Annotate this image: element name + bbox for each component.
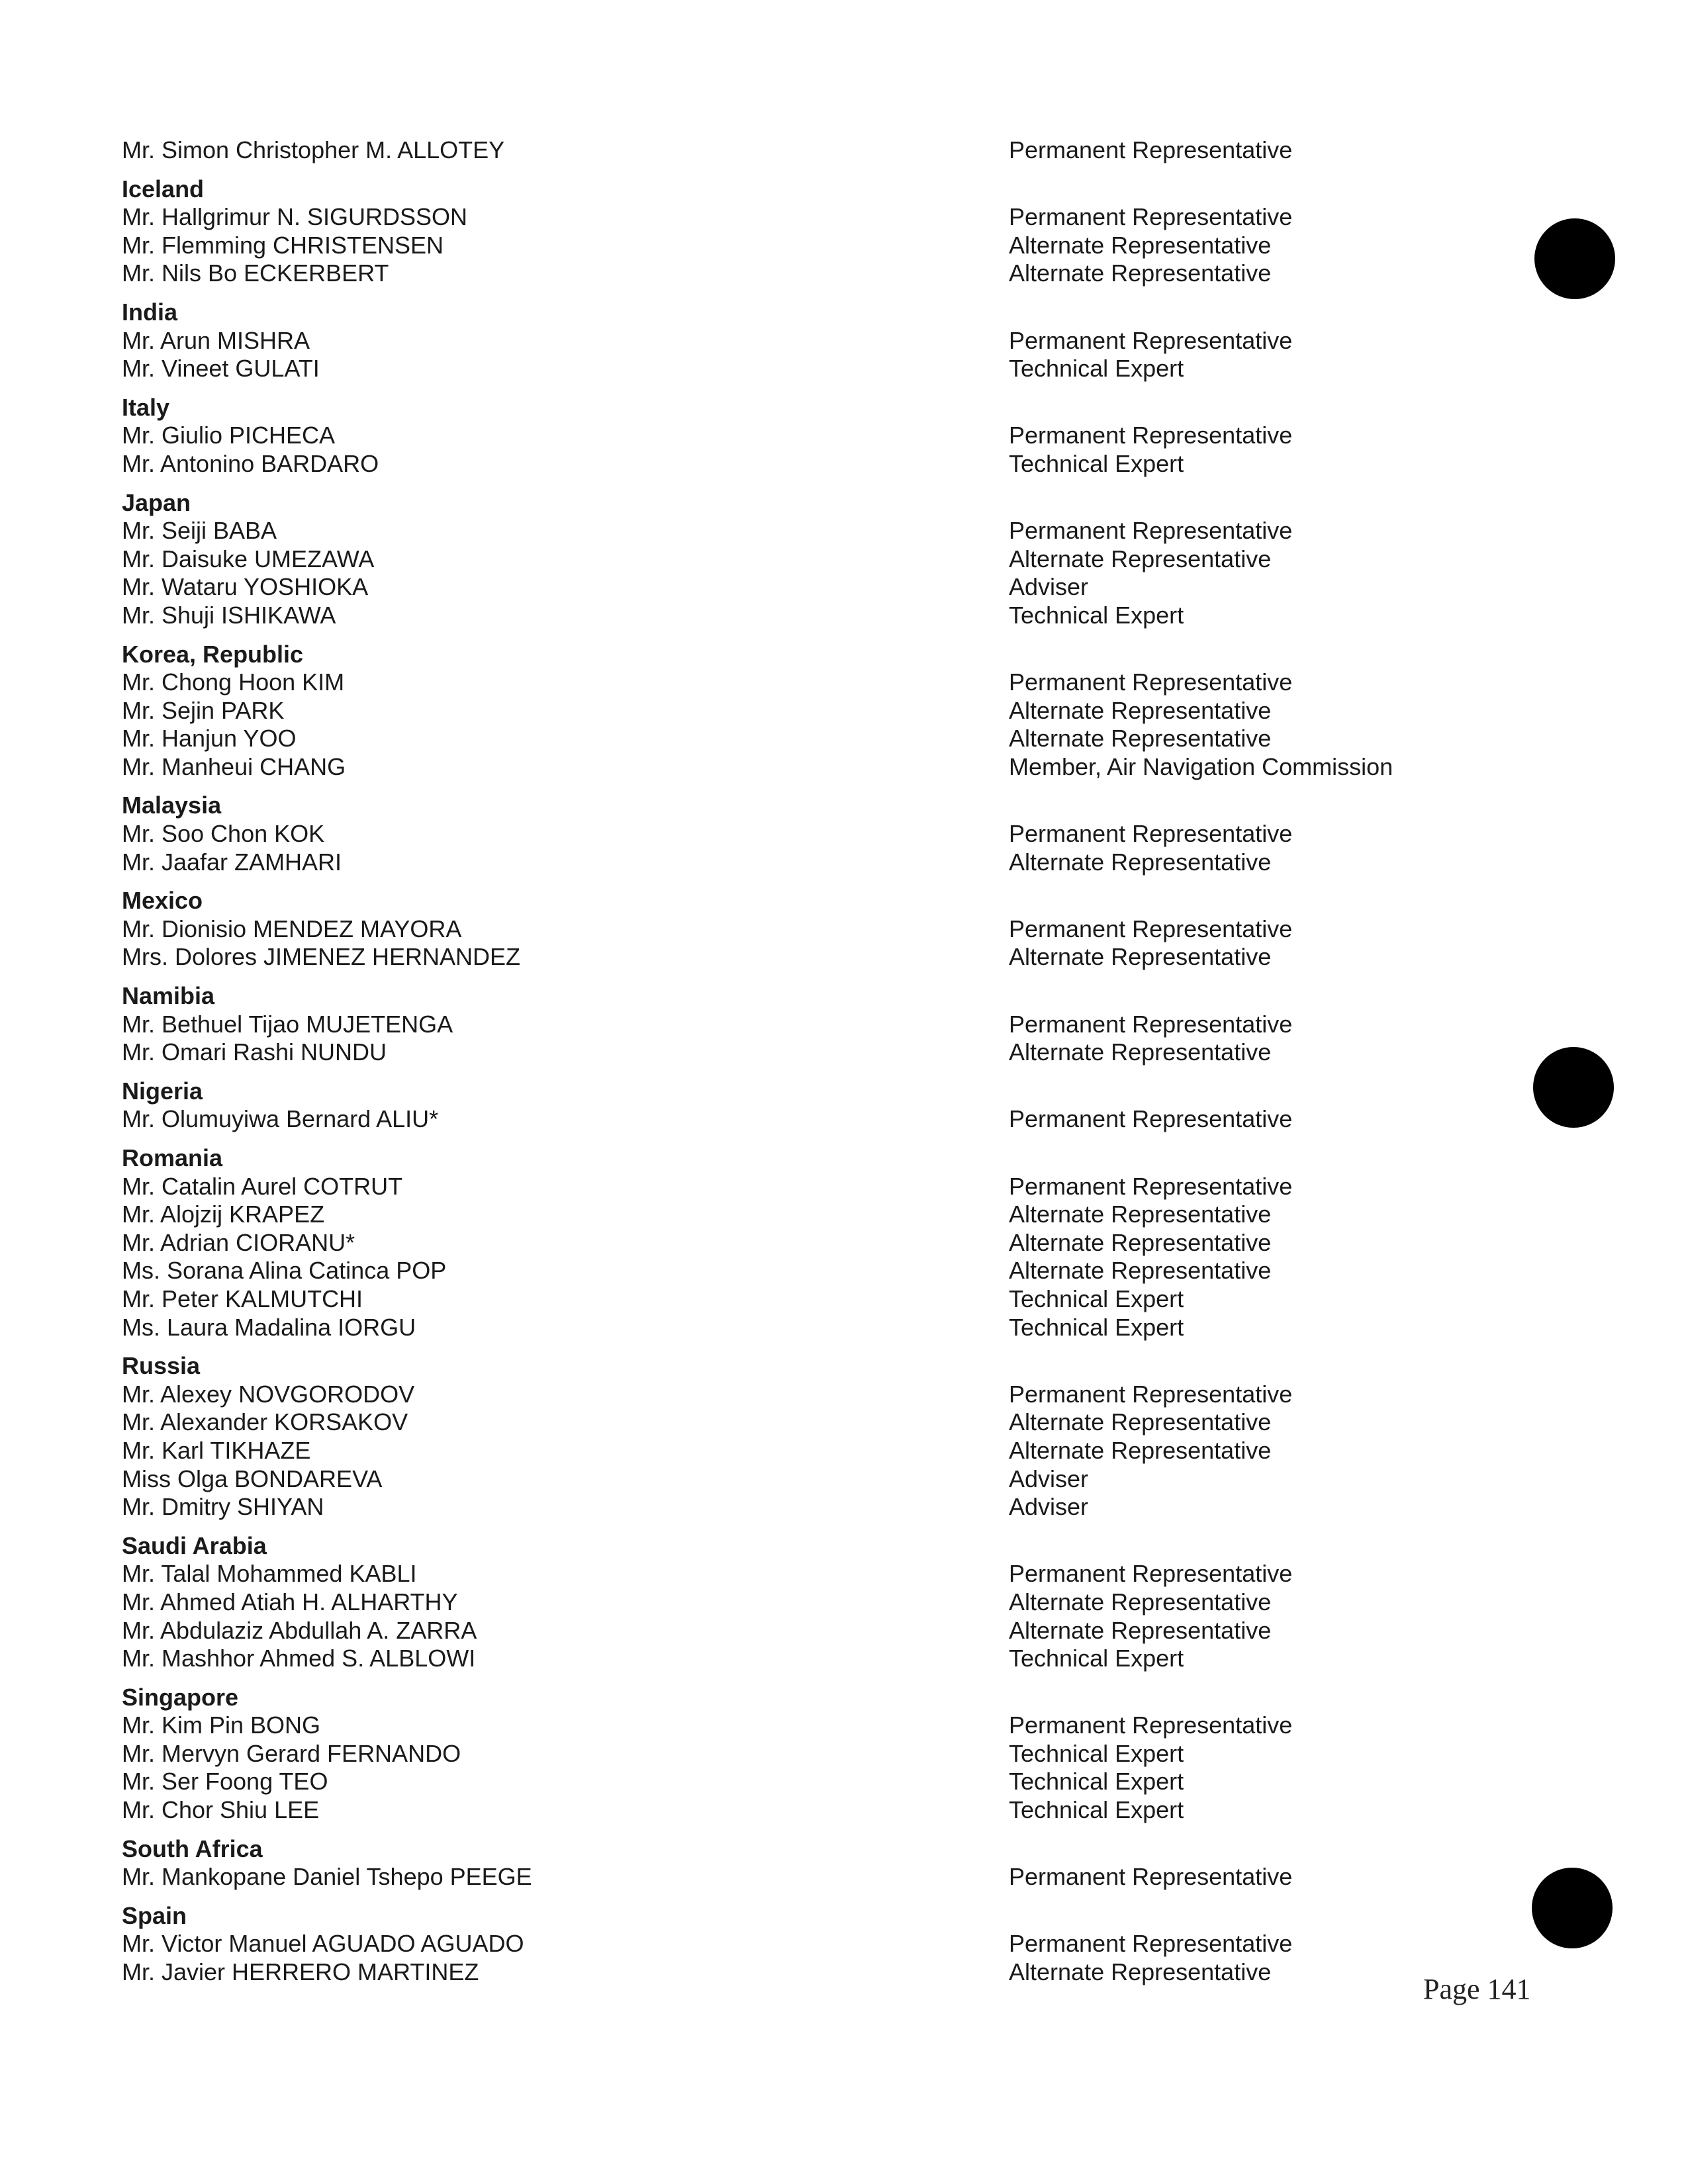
country-heading: Mexico	[122, 887, 203, 915]
member-row	[122, 259, 1459, 288]
member-row	[122, 943, 1459, 972]
member-role: Technical Expert	[1009, 1645, 1184, 1672]
member-role: Permanent Representative	[1009, 1172, 1293, 1200]
member-role: Technical Expert	[1009, 1768, 1184, 1796]
member-name: Mr. Antonino BARDARO	[122, 449, 379, 477]
member-name: Mr. Bethuel Tijao MUJETENGA	[122, 1010, 453, 1038]
member-name: Mr. Dmitry SHIYAN	[122, 1493, 324, 1521]
member-row	[122, 1588, 1459, 1617]
country-group	[122, 1077, 1459, 1134]
member-row	[122, 820, 1459, 848]
country-heading: Namibia	[122, 982, 215, 1010]
member-name: Miss Olga BONDAREVA	[122, 1465, 383, 1492]
page-number: Page 141	[1423, 1973, 1531, 2005]
member-row	[122, 915, 1459, 944]
member-row	[122, 1408, 1459, 1437]
country-heading: Japan	[122, 488, 191, 516]
country-heading: South Africa	[122, 1835, 263, 1862]
member-role: Permanent Representative	[1009, 915, 1293, 942]
country-heading: Romania	[122, 1144, 223, 1171]
member-role: Permanent Representative	[1009, 1010, 1293, 1038]
member-role: Permanent Representative	[1009, 136, 1293, 163]
member-name: Mr. Alojzij KRAPEZ	[122, 1201, 325, 1228]
member-row	[122, 203, 1459, 232]
member-name: Mr. Giulio PICHECA	[122, 422, 336, 449]
member-row	[122, 1863, 1459, 1891]
member-role: Permanent Representative	[1009, 668, 1293, 696]
country-heading: Italy	[122, 393, 170, 421]
member-role: Permanent Representative	[1009, 422, 1293, 449]
member-row	[122, 1437, 1459, 1465]
member-role: Alternate Representative	[1009, 1201, 1272, 1228]
punch-hole-bottom	[1532, 1868, 1613, 1948]
country-heading: Iceland	[122, 175, 205, 203]
member-role: Permanent Representative	[1009, 203, 1293, 231]
member-name: Mr. Seiji BABA	[122, 517, 277, 545]
member-row	[122, 1617, 1459, 1645]
member-row	[122, 573, 1459, 602]
member-role: Alternate Representative	[1009, 1588, 1272, 1615]
country-group	[122, 982, 1459, 1067]
member-role: Alternate Representative	[1009, 259, 1272, 287]
member-role: Permanent Representative	[1009, 517, 1293, 545]
member-role: Technical Expert	[1009, 1739, 1184, 1767]
member-role: Permanent Representative	[1009, 1560, 1293, 1588]
member-name: Mr. Abdulaziz Abdullah A. ZARRA	[122, 1616, 477, 1644]
country-group	[122, 887, 1459, 972]
country-group	[122, 298, 1459, 383]
member-role: Alternate Representative	[1009, 696, 1272, 724]
member-name: Mr. Jaafar ZAMHARI	[122, 848, 342, 876]
member-role: Permanent Representative	[1009, 326, 1293, 354]
member-name: Mr. Simon Christopher M. ALLOTEY	[122, 136, 505, 163]
member-name: Mr. Arun MISHRA	[122, 326, 310, 354]
member-name: Mr. Hallgrimur N. SIGURDSSON	[122, 203, 468, 231]
member-name: Mr. Ser Foong TEO	[122, 1768, 328, 1796]
member-row	[122, 1105, 1459, 1134]
member-name: Mr. Chong Hoon KIM	[122, 668, 345, 696]
member-name: Ms. Laura Madalina IORGU	[122, 1313, 416, 1341]
member-name: Mr. Wataru YOSHIOKA	[122, 573, 369, 601]
member-role: Technical Expert	[1009, 1285, 1184, 1312]
member-role: Adviser	[1009, 573, 1089, 601]
member-role: Alternate Representative	[1009, 1958, 1272, 1986]
country-group	[122, 1835, 1459, 1891]
member-row	[122, 1645, 1459, 1673]
member-row	[122, 1381, 1459, 1409]
member-row	[122, 1285, 1459, 1314]
member-name: Mr. Victor Manuel AGUADO AGUADO	[122, 1930, 524, 1958]
member-name: Mr. Flemming CHRISTENSEN	[122, 231, 444, 259]
country-group	[122, 175, 1459, 288]
member-row	[122, 1229, 1459, 1257]
member-role: Alternate Representative	[1009, 1616, 1272, 1644]
member-row	[122, 232, 1459, 260]
member-row	[122, 517, 1459, 545]
member-name: Mr. Dionisio MENDEZ MAYORA	[122, 915, 462, 942]
member-role: Permanent Representative	[1009, 1711, 1293, 1739]
member-role: Permanent Representative	[1009, 1863, 1293, 1891]
country-group	[122, 792, 1459, 876]
member-row	[122, 725, 1459, 753]
member-name: Mr. Shuji ISHIKAWA	[122, 601, 336, 629]
member-row	[122, 753, 1459, 782]
country-heading: India	[122, 298, 178, 326]
member-name: Mr. Soo Chon KOK	[122, 820, 325, 848]
country-group	[122, 1902, 1459, 1987]
member-role: Adviser	[1009, 1465, 1089, 1492]
member-name: Mr. Olumuyiwa Bernard ALIU*	[122, 1105, 439, 1133]
country-group	[122, 394, 1459, 478]
member-name: Mr. Sejin PARK	[122, 696, 285, 724]
member-row	[122, 1930, 1459, 1958]
member-row	[122, 1201, 1459, 1229]
member-role: Member, Air Navigation Commission	[1009, 752, 1393, 780]
member-name: Ms. Sorana Alina Catinca POP	[122, 1257, 447, 1285]
punch-hole-middle	[1533, 1047, 1614, 1128]
country-heading: Malaysia	[122, 792, 222, 819]
member-role: Permanent Representative	[1009, 1930, 1293, 1958]
member-role: Alternate Representative	[1009, 545, 1272, 572]
member-role: Alternate Representative	[1009, 1228, 1272, 1256]
member-name: Mr. Alexander KORSAKOV	[122, 1408, 408, 1436]
member-name: Mr. Chor Shiu LEE	[122, 1796, 320, 1824]
member-row	[122, 1711, 1459, 1740]
member-row	[122, 422, 1459, 450]
member-name: Mr. Ahmed Atiah H. ALHARTHY	[122, 1588, 458, 1615]
member-name: Mr. Daisuke UMEZAWA	[122, 545, 375, 572]
member-row	[122, 1465, 1459, 1494]
member-row	[122, 545, 1459, 574]
member-row	[122, 1257, 1459, 1285]
country-heading: Saudi Arabia	[122, 1531, 267, 1559]
member-row	[122, 1768, 1459, 1796]
member-name: Mr. Adrian CIORANU*	[122, 1228, 355, 1256]
member-name: Mr. Mashhor Ahmed S. ALBLOWI	[122, 1645, 476, 1672]
country-heading: Nigeria	[122, 1077, 203, 1105]
member-role: Alternate Representative	[1009, 1408, 1272, 1436]
country-group	[122, 1684, 1459, 1825]
member-role: Permanent Representative	[1009, 820, 1293, 848]
member-row	[122, 1038, 1459, 1067]
member-name: Mr. Manheui CHANG	[122, 752, 346, 780]
member-role: Permanent Representative	[1009, 1380, 1293, 1408]
member-row	[122, 697, 1459, 725]
member-row	[122, 450, 1459, 478]
member-row	[122, 1493, 1459, 1522]
member-role: Alternate Representative	[1009, 1436, 1272, 1464]
member-row	[122, 1314, 1459, 1342]
member-name: Mr. Karl TIKHAZE	[122, 1436, 311, 1464]
member-role: Alternate Representative	[1009, 725, 1272, 752]
country-heading: Russia	[122, 1352, 201, 1380]
member-name: Mr. Mankopane Daniel Tshepo PEEGE	[122, 1863, 532, 1891]
member-name: Mr. Javier HERRERO MARTINEZ	[122, 1958, 479, 1986]
member-row	[122, 602, 1459, 630]
country-heading: Korea, Republic	[122, 640, 304, 668]
member-name: Mr. Mervyn Gerard FERNANDO	[122, 1739, 461, 1767]
member-name: Mr. Nils Bo ECKERBERT	[122, 259, 389, 287]
country-heading: Spain	[122, 1901, 187, 1929]
member-role: Technical Expert	[1009, 1313, 1184, 1341]
delegation-list	[122, 136, 1459, 1997]
member-role: Alternate Representative	[1009, 943, 1272, 971]
country-group	[122, 1352, 1459, 1522]
country-group	[122, 641, 1459, 782]
punch-hole-top	[1534, 218, 1615, 299]
member-row	[122, 1740, 1459, 1768]
member-role: Permanent Representative	[1009, 1105, 1293, 1133]
member-name: Mr. Peter KALMUTCHI	[122, 1285, 363, 1312]
member-row	[122, 1958, 1459, 1987]
country-group	[122, 489, 1459, 630]
member-name: Mr. Catalin Aurel COTRUT	[122, 1172, 403, 1200]
member-role: Technical Expert	[1009, 1796, 1184, 1824]
top-entry-row	[122, 136, 1459, 165]
member-row	[122, 355, 1459, 383]
member-row	[122, 1560, 1459, 1588]
member-row	[122, 668, 1459, 697]
member-role: Alternate Representative	[1009, 231, 1272, 259]
country-group	[122, 1532, 1459, 1673]
member-role: Technical Expert	[1009, 449, 1184, 477]
member-row	[122, 1796, 1459, 1825]
member-row	[122, 848, 1459, 877]
member-role: Alternate Representative	[1009, 1257, 1272, 1285]
member-name: Mr. Vineet GULATI	[122, 355, 320, 383]
member-name: Mrs. Dolores JIMENEZ HERNANDEZ	[122, 943, 521, 971]
member-name: Mr. Alexey NOVGORODOV	[122, 1380, 415, 1408]
member-row	[122, 1011, 1459, 1039]
country-heading: Singapore	[122, 1683, 239, 1711]
country-group	[122, 1144, 1459, 1342]
member-name: Mr. Hanjun YOO	[122, 725, 297, 752]
member-role: Alternate Representative	[1009, 848, 1272, 876]
member-row	[122, 1173, 1459, 1201]
member-role: Technical Expert	[1009, 355, 1184, 383]
member-name: Mr. Omari Rashi NUNDU	[122, 1038, 387, 1066]
member-role: Technical Expert	[1009, 601, 1184, 629]
member-row	[122, 327, 1459, 355]
member-name: Mr. Kim Pin BONG	[122, 1711, 321, 1739]
member-role: Alternate Representative	[1009, 1038, 1272, 1066]
member-role: Adviser	[1009, 1493, 1089, 1521]
member-name: Mr. Talal Mohammed KABLI	[122, 1560, 417, 1588]
